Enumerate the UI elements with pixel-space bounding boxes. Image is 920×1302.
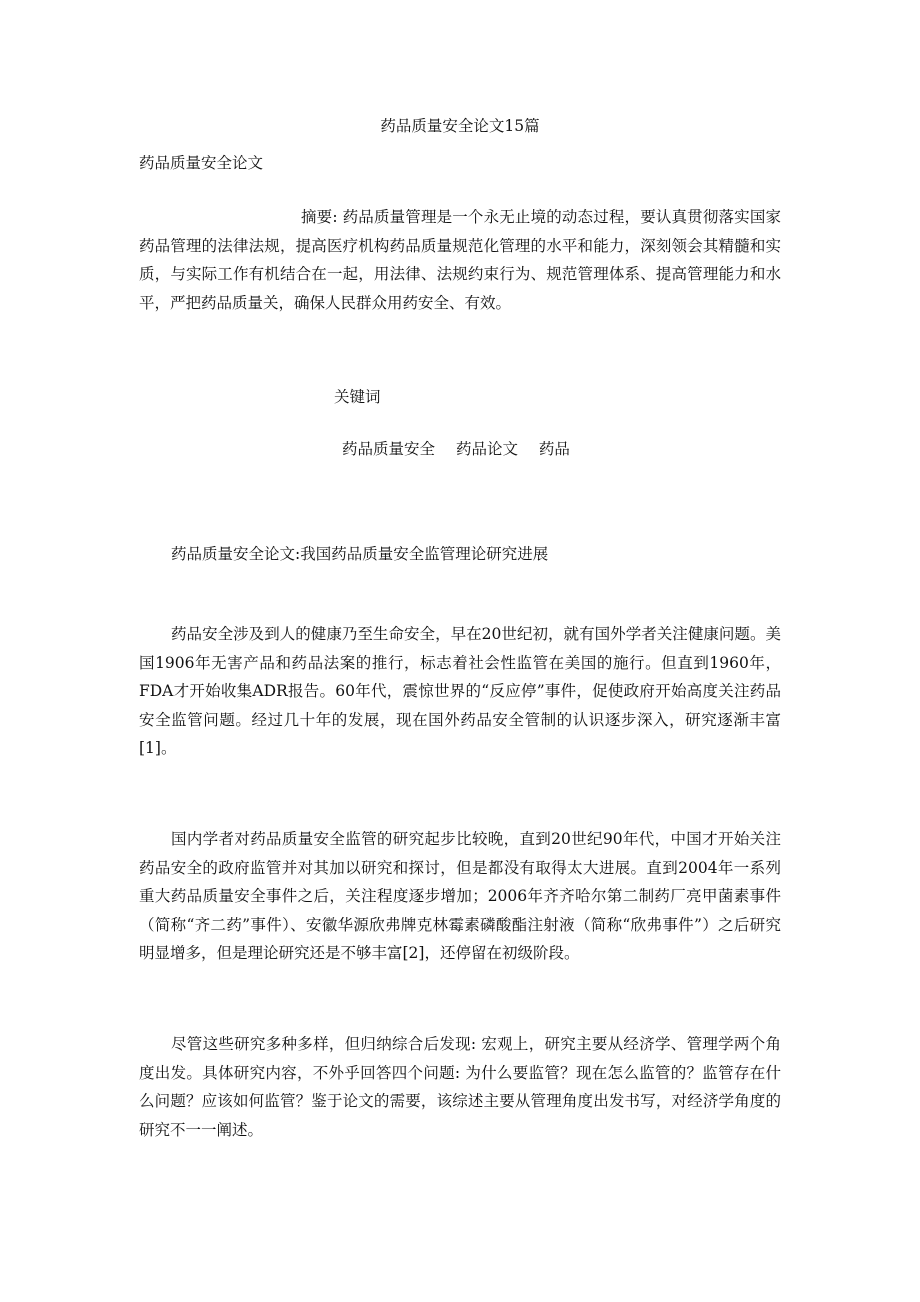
keyword-item: 药品质量安全 [342,440,436,458]
keywords-list [342,437,570,461]
document-title: 药品质量安全论文15篇 [380,117,540,135]
keywords-heading: 关键词 [334,388,381,406]
section-label: 药品质量安全论文 [139,154,264,172]
article-subtitle: 药品质量安全论文:我国药品质量安全监管理论研究进展 [171,545,549,563]
body-paragraph: 药品安全涉及到人的健康乃至生命安全，早在20世纪初，就有国外学者关注健康问题。美国1906年无害产品和药品法案的推行，标志着社会性监管在美国的施行。但直到1960年，FDA才开始收集ADR报告。60年代，震惊世界的“反应停”事件，促使政府开始高度关注药品安全监管问题。经过几十年的发展，现在国外药品安全管制的认识逐步深入，研究逐渐丰富[1]。 [139,625,781,757]
abstract-paragraph: 摘要: 药品质量管理是一个永无止境的动态过程，要认真贯彻落实国家药品管理的法律法规，提高医疗机构药品质量规范化管理的水平和能力，深刻领会其精髓和实质，与实际工作有机结合在一起，用法律、法规约束行为、规范管理体系、提高管理能力和水平，严把药品质量关，确保人民群众用药安全、有效。 [139,208,781,312]
body-paragraph: 国内学者对药品质量安全监管的研究起步比较晚，直到20世纪90年代，中国才开始关注药品安全的政府监管并对其加以研究和探讨，但是都没有取得太大进展。直到2004年一系列重大药品质量安全事件之后，关注程度逐步增加；2006年齐齐哈尔第二制药厂亮甲菌素事件（简称“齐二药”事件）、安徽华源欣弗牌克林霉素磷酸酯注射液（简称“欣弗事件”）之后研究明显增多，但是理论研究还是不够丰富[2]，还停留在初级阶段。 [139,830,781,962]
keyword-item: 药品 [538,440,570,458]
body-paragraph: 尽管这些研究多种多样，但归纳综合后发现: 宏观上，研究主要从经济学、管理学两个角度出发。具体研究内容，不外乎回答四个问题: 为什么要监管？现在怎么监管的？监管存在什么问题？应该如何监管？鉴于论文的需要，该综述主要从管理角度出发书写，对经济学角度的研究不一一阐述。 [139,1035,781,1139]
keyword-item: 药品论文 [455,440,518,458]
